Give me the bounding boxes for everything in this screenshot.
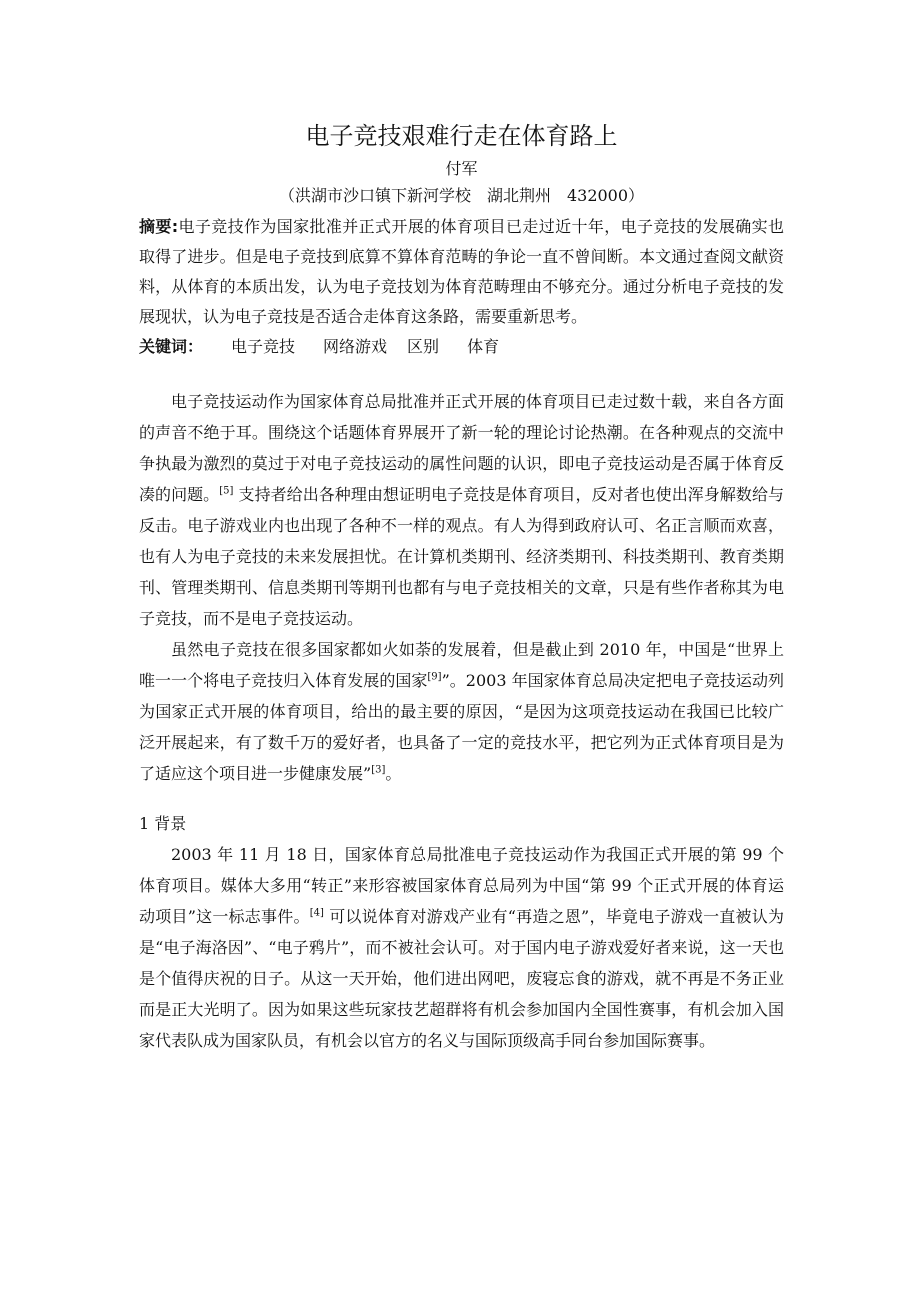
paragraph-text: 2003 年 11 月 18 日，国家体育总局批准电子竞技运动作为我国正式开展的第 99 个体育项目。媒体大多用“转正”来形容被国家体育总局列为中国“第 99 个正式开展的体育运动项目”这一标志事件。: [139, 845, 784, 926]
paragraph-text: 虽然电子竞技在很多国家都如火如荼的发展着，但是截止到 2010 年，中国是“世界上唯一一个将电子竞技归入体育发展的国家: [139, 640, 784, 690]
abstract-text: 电子竞技作为国家批准并正式开展的体育项目已走过近十年，电子竞技的发展确实也取得了进步。但是电子竞技到底算不算体育范畴的争论一直不曾间断。本文通过查阅文献资料，从体育的本质出发，认为电子竞技划为体育范畴理由不够充分。通过分析电子竞技的发展现状，认为电子竞技是否适合走体育这条路，需要重新思考。: [139, 217, 784, 326]
abstract-label: 摘要:: [139, 217, 179, 236]
keywords: [139, 332, 784, 362]
keyword: 电子竞技: [231, 337, 296, 356]
paragraph-text: 可以说体育对游戏产业有“再造之恩”，毕竟电子游戏一直被认为是“电子海洛因”、“电子鸦片”，而不被社会认可。对于国内电子游戏爱好者来说，这一天也是个值得庆祝的日子。从这一天开始，他们进出网吧，废寝忘食的游戏，就不再是不务正业而是正大光明了。因为如果这些玩家技艺超群将有机会参加国内全国性赛事，有机会加入国家代表队成为国家队员，有机会以官方的名义与国际顶级高手同台参加国际赛事。: [139, 907, 784, 1050]
author-affiliation: （洪湖市沙口镇下新河学校 湖北荆州 432000）: [278, 186, 645, 205]
paragraph-text: 。: [385, 764, 402, 783]
paragraph-text: ”。2003 年国家体育总局决定把电子竞技运动列为国家正式开展的体育项目，给出的最主要的原因，“是因为这项竞技运动在我国已比较广泛开展起来，有了数千万的爱好者，也具备了一定的竞技水平，把它列为正式体育项目是为了适应这个项目进一步健康发展”: [139, 671, 784, 783]
keyword: 体育: [467, 337, 500, 356]
keyword: 区别: [407, 337, 440, 356]
document-page: [139, 118, 784, 1056]
citation-ref: [9]: [427, 671, 442, 683]
body-paragraph: [139, 634, 784, 789]
citation-ref: [4]: [309, 907, 324, 919]
paragraph-text: 电子竞技运动作为国家体育总局批准并正式开展的体育项目已走过数十载，来自各方面的声音不绝于耳。围绕这个话题体育界展开了新一轮的理论讨论热潮。在各种观点的交流中争执最为激烈的莫过于对电子竞技运动的属性问题的认识，即电子竞技运动是否属于体育反凑的问题。: [139, 392, 784, 504]
keywords-label: 关键词：: [139, 337, 204, 356]
citation-ref: [5]: [219, 485, 234, 497]
article-author: 付军: [445, 159, 478, 178]
abstract: [139, 212, 784, 332]
body-paragraph: [139, 386, 784, 634]
citation-ref: [3]: [371, 764, 386, 776]
section-heading: 1 背景: [139, 814, 187, 833]
article-title: 电子竞技艰难行走在体育路上: [305, 122, 618, 150]
keyword: 网络游戏: [323, 337, 388, 356]
paragraph-text: 支持者给出各种理由想证明电子竞技是体育项目，反对者也使出浑身解数给与反击。电子游戏业内也出现了各种不一样的观点。有人为得到政府认可、名正言顺而欢喜，也有人为电子竞技的未来发展担忧。在计算机类期刊、经济类期刊、科技类期刊、教育类期刊、管理类期刊、信息类期刊等期刊也都有与电子竞技相关的文章，只是有些作者称其为电子竞技，而不是电子竞技运动。: [139, 485, 784, 628]
body-paragraph: [139, 839, 784, 1056]
